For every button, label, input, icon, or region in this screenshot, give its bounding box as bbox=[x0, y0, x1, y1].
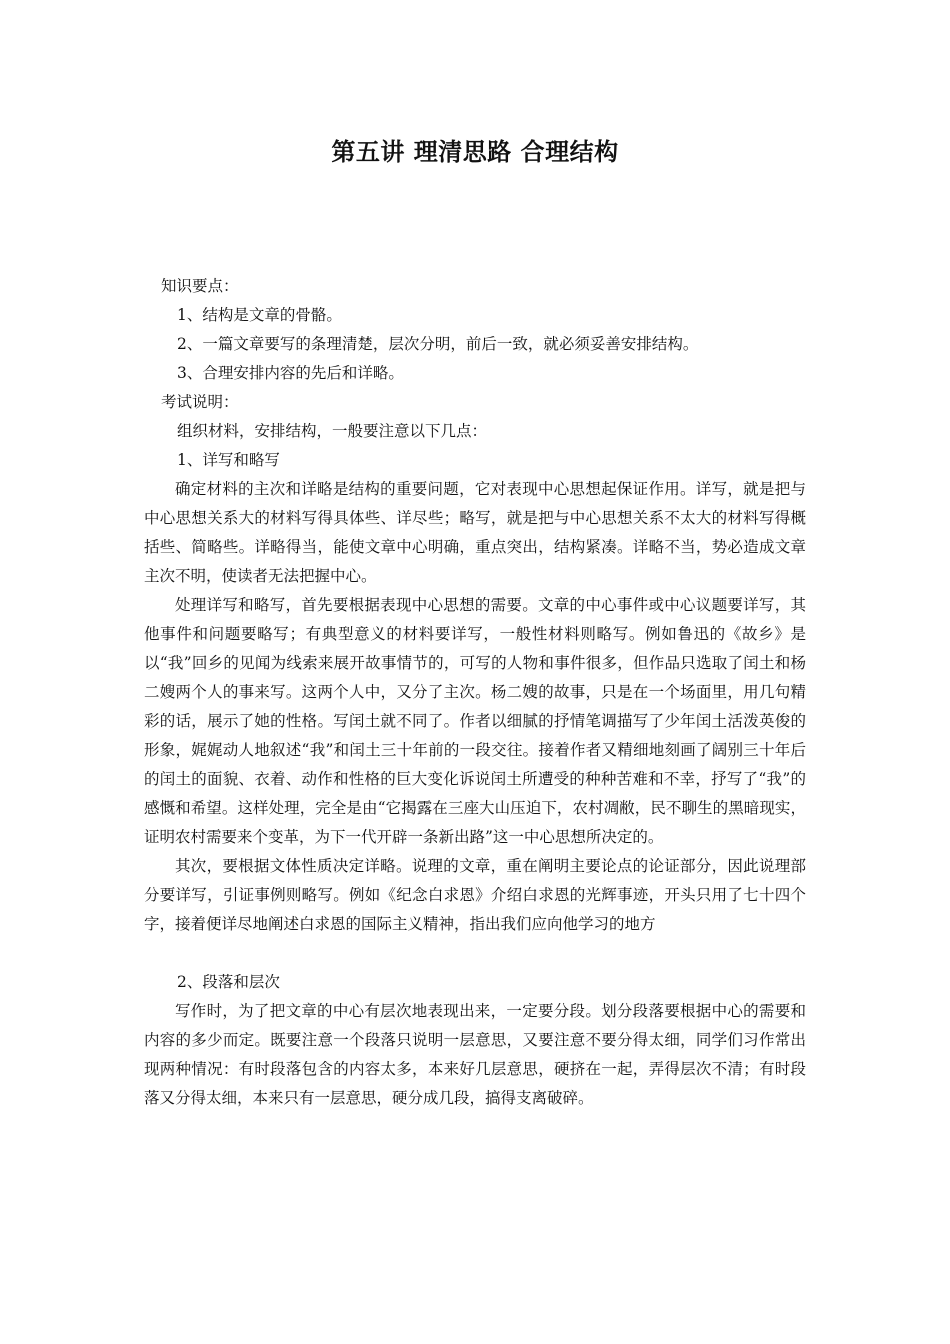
document-body bbox=[144, 272, 806, 1113]
knowledge-heading: 知识要点： bbox=[161, 277, 239, 295]
paragraph: 确定材料的主次和详略是结构的重要问题，它对表现中心思想起保证作用。详写，就是把与中心思想关系大的材料写得具体些、详尽些；略写，就是把与中心思想关系不太大的材料写得概括些、简略些。详略得当，能使文章中心明确，重点突出，结构紧凑。详略不当，势必造成文章主次不明，使读者无法把握中心。 bbox=[144, 480, 806, 585]
spacer bbox=[144, 939, 806, 968]
paragraph: 其次，要根据文体性质决定详略。说理的文章，重在阐明主要论点的论证部分，因此说理部分要详写，引证事例则略写。例如《纪念白求恩》介绍白求恩的光辉事迹，开头只用了七十四个字，接着便详尽地阐述白求恩的国际主义精神，指出我们应向他学习的地方 bbox=[144, 857, 806, 933]
knowledge-item: 3、合理安排内容的先后和详略。 bbox=[177, 364, 404, 382]
page-title: 第五讲 理清思路 合理结构 bbox=[331, 138, 619, 166]
paragraph: 处理详写和略写，首先要根据表现中心思想的需要。文章的中心事件或中心议题要详写，其他事件和问题要略写；有典型意义的材料要详写，一般性材料则略写。例如鲁迅的《故乡》是以“我”回乡的见闻为线索来展开故事情节的，可写的人物和事件很多，但作品只选取了闰土和杨二嫂两个人的事来写。这两个人中，又分了主次。杨二嫂的故事，只是在一个场面里，用几句精彩的话，展示了她的性格。写闰土就不同了。作者以细腻的抒情笔调描写了少年闰土活泼英俊的形象，娓娓动人地叙述“我”和闰土三十年前的一段交往。接着作者又精细地刻画了阔别三十年后的闰土的面貌、衣着、动作和性格的巨大变化诉说闰土所遭受的种种苦难和不幸，抒写了“我”的感慨和希望。这样处理，完全是由“它揭露在三座大山压迫下，农村凋敝，民不聊生的黑暗现实，证明农村需要来个变革，为下一代开辟一条新出路”这一中心思想所决定的。 bbox=[144, 596, 806, 846]
exam-heading: 考试说明： bbox=[161, 393, 239, 411]
paragraph: 写作时，为了把文章的中心有层次地表现出来，一定要分段。划分段落要根据中心的需要和内容的多少而定。既要注意一个段落只说明一层意思，又要注意不要分得太细，同学们习作常出现两种情况：有时段落包含的内容太多，本来好几层意思，硬挤在一起，弄得层次不清；有时段落又分得太细，本来只有一层意思，硬分成几段，搞得支离破碎。 bbox=[144, 1002, 806, 1107]
knowledge-item: 2、一篇文章要写的条理清楚，层次分明，前后一致，就必须妥善安排结构。 bbox=[177, 335, 699, 353]
exam-intro: 组织材料，安排结构，一般要注意以下几点： bbox=[177, 422, 488, 440]
section-title-paragraphs: 2、段落和层次 bbox=[177, 973, 280, 991]
knowledge-item: 1、结构是文章的骨骼。 bbox=[177, 306, 342, 324]
section-title-detail: 1、详写和略写 bbox=[177, 451, 280, 469]
